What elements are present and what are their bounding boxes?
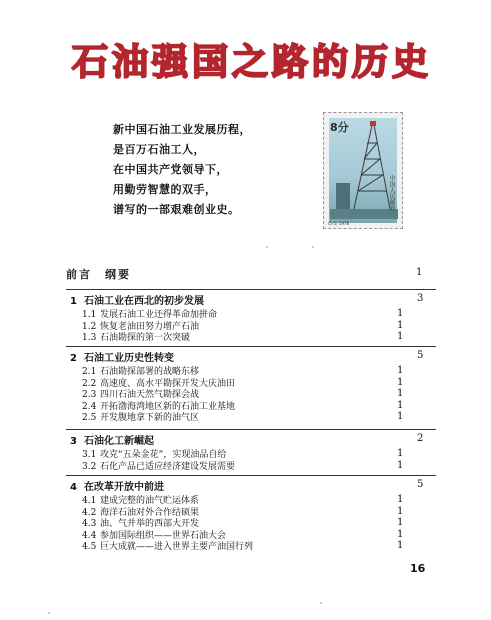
stamp-country: 中国人民邮政 [388,175,395,211]
section-number: 1.3 [82,333,97,343]
intro-line: 用勤劳智慧的双手， [113,183,217,196]
section-title: 参加国际组织——世界石油大会 [100,530,227,541]
chapter-number: 4 [70,482,77,493]
section-page: 1 [397,376,404,388]
scan-speck [320,602,322,604]
toc-section [82,330,190,343]
section-number: 2.3 [82,390,97,400]
scan-speck [312,246,314,248]
section-title: 开拓渤海湾地区新的石油工业基地 [100,401,236,412]
section-number: 2.2 [82,378,97,389]
scan-speck [48,612,50,614]
section-title: 发展石油工业还得革命加拼命 [100,310,218,320]
stamp-code: (5-5) 1978 [328,221,350,226]
section-title: 油、气并举的西部大开发 [100,519,200,529]
chapter-number: 1 [70,296,77,307]
toc-section [82,539,253,552]
chapter-number: 2 [70,353,77,364]
section-page: 1 [397,528,404,540]
chapter-rule [66,289,436,290]
section-title: 石油勘探的第一次突破 [100,333,191,343]
section-title: 海洋石油对外合作结硕果 [100,507,200,518]
section-page: 1 [397,494,404,505]
section-number: 2.1 [82,367,97,377]
toc-chapter [70,478,164,493]
toc-section [82,410,199,423]
chapter-page: 5 [417,350,424,361]
chapter-number: 3 [70,436,77,447]
chapter-page: 3 [417,293,424,304]
intro-line: 在中国共产党领导下， [113,163,228,176]
section-title: 开发腹地拿下新的油气区 [100,413,200,423]
chapter-page: 5 [417,479,424,490]
page-number: 16 [410,562,426,575]
intro-line: 新中国石油工业发展历程， [113,123,251,136]
section-page: 1 [397,540,404,551]
section-page: 1 [397,319,404,331]
chapter-title: 石油工业在西北的初步发展 [84,296,204,307]
section-number: 3.2 [82,461,97,472]
section-number: 4.3 [82,519,97,529]
section-page: 1 [397,459,404,471]
title-text: 石油强国之路的历史 [71,42,433,83]
section-number: 4.5 [82,542,97,552]
section-page: 1 [397,365,404,376]
section-title: 高速度、高水平勘探开发大庆油田 [100,378,236,389]
section-number: 4.2 [82,507,97,518]
section-number: 2.5 [82,413,97,423]
section-title: 巨大成就——进入世界主要产油国行列 [100,542,254,552]
section-page: 1 [397,388,404,399]
intro-line: 是百万石油工人， [113,143,205,156]
section-page: 1 [397,308,404,319]
chapter-rule [66,346,436,347]
section-page: 1 [397,517,404,528]
intro-line: 谱写的一部艰难创业史。 [113,203,240,216]
section-page: 1 [397,399,404,411]
section-number: 4.4 [82,530,97,541]
section-number: 1.1 [82,310,97,320]
section-title: 四川石油天然气勘探会战 [100,390,200,400]
section-page: 1 [397,331,404,342]
chapter-title: 石油化工新崛起 [84,436,154,447]
section-number: 1.2 [82,321,97,332]
section-title: 石化产品已适应经济建设发展需要 [100,461,236,472]
section-number: 4.1 [82,496,97,506]
section-title: 石油勘探部署的战略东移 [100,367,200,377]
toc-chapter [70,292,204,307]
chapter-rule [66,475,436,476]
toc-section [82,459,235,472]
toc-chapter [70,349,174,364]
section-title: 攻克“五朵金花”，实现油品自给 [100,450,227,460]
section-page: 1 [397,505,404,517]
toc-preface: 前言 纲要 [66,268,131,281]
chapter-title: 石油工业历史性转变 [84,353,174,364]
scan-speck [266,246,268,248]
section-title: 恢复老油田努力增产石油 [100,321,200,332]
stamp-denomination: 8分 [330,121,349,134]
section-number: 2.4 [82,401,97,412]
toc-chapter [70,432,154,447]
section-number: 3.1 [82,450,97,460]
chapter-rule [66,429,436,430]
section-page: 1 [397,448,404,459]
section-title: 建成完整的油气贮运体系 [100,496,200,506]
chapter-page: 2 [417,433,424,444]
section-page: 1 [397,411,404,422]
toc-preface-page: 1 [416,267,423,278]
chapter-title: 在改革开放中前进 [84,482,164,493]
